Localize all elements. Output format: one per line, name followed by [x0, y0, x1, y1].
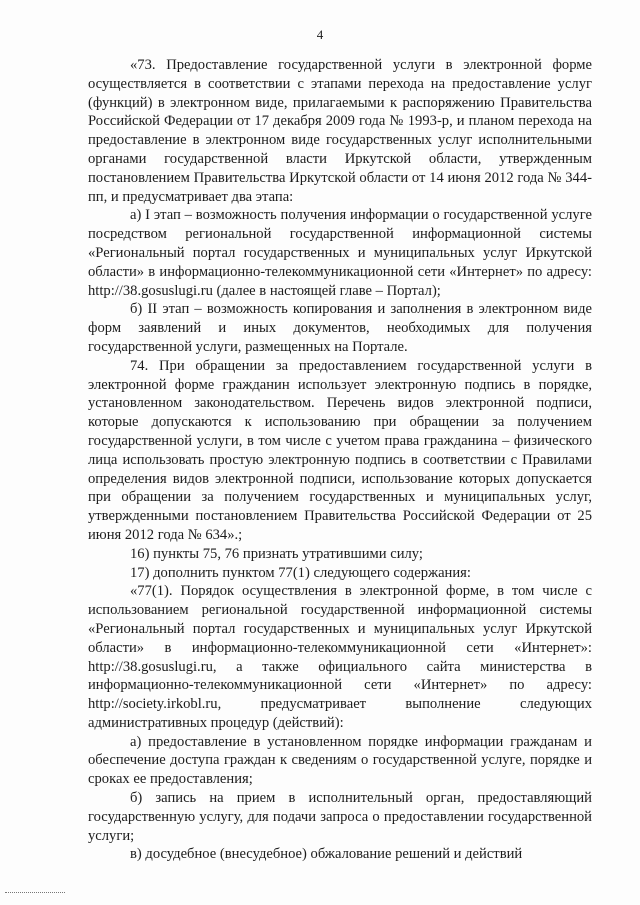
- page-number: 4: [316, 27, 324, 42]
- paragraph-73: «73. Предоставление государственной услуги в электронной форме осуществляется в соответствии с этапами перехода на предоставление услуг (функций) в электронном виде, прилагаемыми к распоряжению Правительства Российской Федерации от 17 декабря 2009 года № 1993-р, и планом перехода на предоставление в электронном виде государственных услуг исполнительными органами государственной власти Иркутской области, утвержденным постановлением Правительства Иркутской области от 14 июня 2012 года № 344-пп, и предусматривает два этапа:: [88, 57, 592, 205]
- paragraph-77-1-item-v: в) досудебное (внесудебное) обжалование решений и действий: [130, 846, 523, 863]
- paragraph-73-stage-1: а) I этап – возможность получения информации о государственной услуге посредством региональной государственной информационной системы «Региональный портал государственных и муниципальных услуг Иркутской области» в информационно-телекоммуникационной сети «Интернет» по адресу: http://38.gosuslugi.ru (далее в настоящей главе – Портал);: [88, 207, 592, 299]
- footer-scan-mark: [5, 892, 65, 893]
- paragraph-77-1-item-a: а) предоставление в установленном порядке информации гражданам и обеспечение доступа граждан к сведениям о государственной услуге, порядке и сроках ее предоставления;: [88, 733, 592, 788]
- paragraph-77-1: «77(1). Порядок осуществления в электронной форме, в том числе с использованием региональной государственной информационной системы «Региональный портал государственных и муниципальных услуг Иркутской области» в информационно-телекоммуникационной сети «Интернет»: http://38.gosuslugi.ru, а также официального сайта министерства в информационно-телекоммуникационной сети «Интернет» по адресу: http://society.irkobl.ru, предусматривает выполнение следующих административных процедур (действий):: [88, 583, 592, 731]
- amendment-item-16: 16) пункты 75, 76 признать утратившими силу;: [130, 545, 423, 562]
- amendment-item-17: 17) дополнить пунктом 77(1) следующего содержания:: [130, 564, 471, 581]
- paragraph-74: 74. При обращении за предоставлением государственной услуги в электронной форме гражданин использует электронную подпись в порядке, установленном законодательством. Перечень видов электронной подписи, которые допускаются к использованию при обращении за получением государственной услуги, в том числе с учетом права гражданина – физического лица использовать простую электронную подпись в соответствии с Правилами определения видов электронной подписи, использование которых допускается при обращении за получением государственных и муниципальных услуг, утвержденными постановлением Правительства Российской Федерации от 25 июня 2012 года № 634».;: [88, 357, 592, 543]
- paragraph-73-stage-2: б) II этап – возможность копирования и заполнения в электронном виде форм заявлений и иных документов, необходимых для получения государственной услуги, размещенных на Портале.: [88, 301, 592, 355]
- document-body: [88, 56, 592, 864]
- paragraph-77-1-item-b: б) запись на прием в исполнительный орган, предоставляющий государственную услугу, для подачи запроса о предоставлении государственной услуги;: [88, 790, 592, 844]
